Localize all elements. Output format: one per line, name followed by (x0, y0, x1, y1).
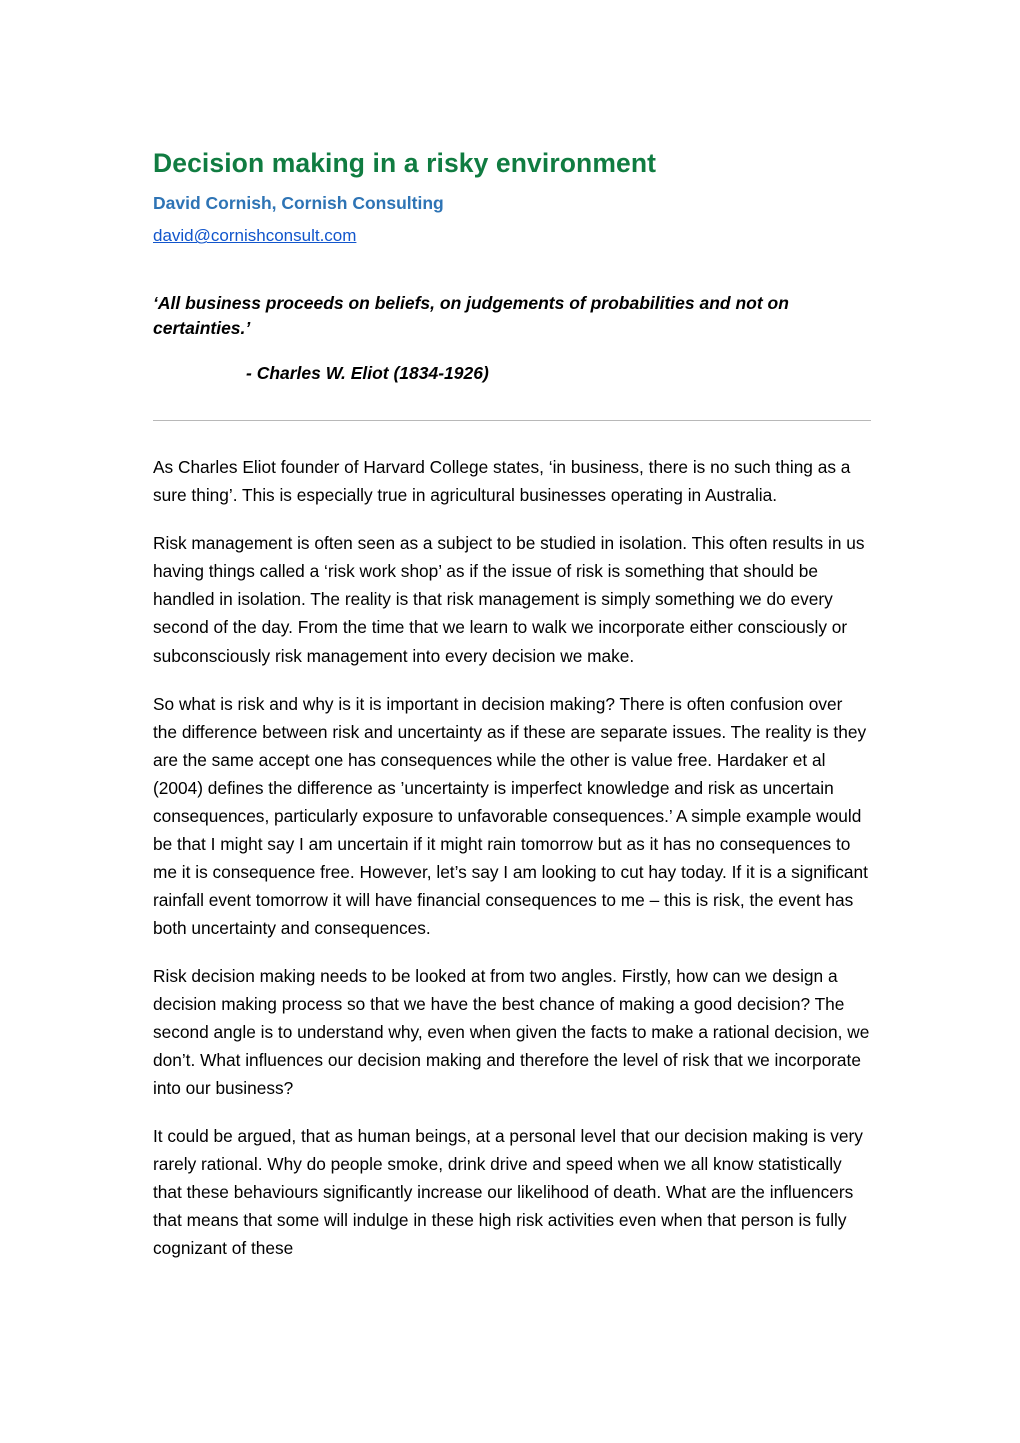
body-paragraph: It could be argued, that as human beings, at a personal level that our decision making is very rarely rational. Why do people smoke, drink drive and speed when we all know statistically that these behaviours significantly increase our likelihood of death. What are the influencers that means that some will indulge in these high risk activities even when that person is fully cognizant of these (153, 1125, 863, 1258)
pull-quote: ‘All business proceeds on beliefs, on judgements of probabilities and not on certainties.’ (153, 292, 789, 339)
body-paragraph: Risk management is often seen as a subject to be studied in isolation. This often results in us having things called a ‘risk work shop’ as if the issue of risk is something that should be handled in isolation. The reality is that risk management is simply something we do every second of the day. From the time that we learn to walk we incorporate either consciously or subconsciously risk management into every decision we make. (153, 533, 865, 666)
email-line (153, 226, 870, 246)
body-paragraph: So what is risk and why is it is important in decision making? There is often confusion over the difference between risk and uncertainty as if these are separate issues. The reality is they are the same accept one has consequences while the other is value free. Hardaker et al (2004) defines the difference as ’uncertainty is imperfect knowledge and risk as uncertain consequences, particularly exposure to unfavorable consequences.’ A simple example would be that I might say I am uncertain if it might rain tomorrow but as it has no consequences to me it is consequence free. However, let’s say I am looking to cut hay today. If it is a significant rainfall event tomorrow it will have financial consequences to me – this is risk, the event has both uncertainty and consequences. (153, 693, 868, 938)
quote-attribution: - Charles W. Eliot (1834-1926) (246, 363, 489, 384)
page-title: Decision making in a risky environment (153, 148, 657, 178)
body-paragraph: As Charles Eliot founder of Harvard College states, ‘in business, there is no such thing as a sure thing’. This is especially true in agricultural businesses operating in Australia. (153, 457, 851, 506)
author-email-link[interactable]: david@cornishconsult.com (153, 226, 357, 246)
body-paragraph: Risk decision making needs to be looked at from two angles. Firstly, how can we design a decision making process so that we have the best chance of making a good decision? The second angle is to understand why, even when given the facts to make a rational decision, we don’t. What influences our decision making and therefore the level of risk that we incorporate into our business? (153, 965, 870, 1098)
horizontal-rule (153, 420, 871, 421)
author-byline: David Cornish, Cornish Consulting (153, 193, 444, 214)
